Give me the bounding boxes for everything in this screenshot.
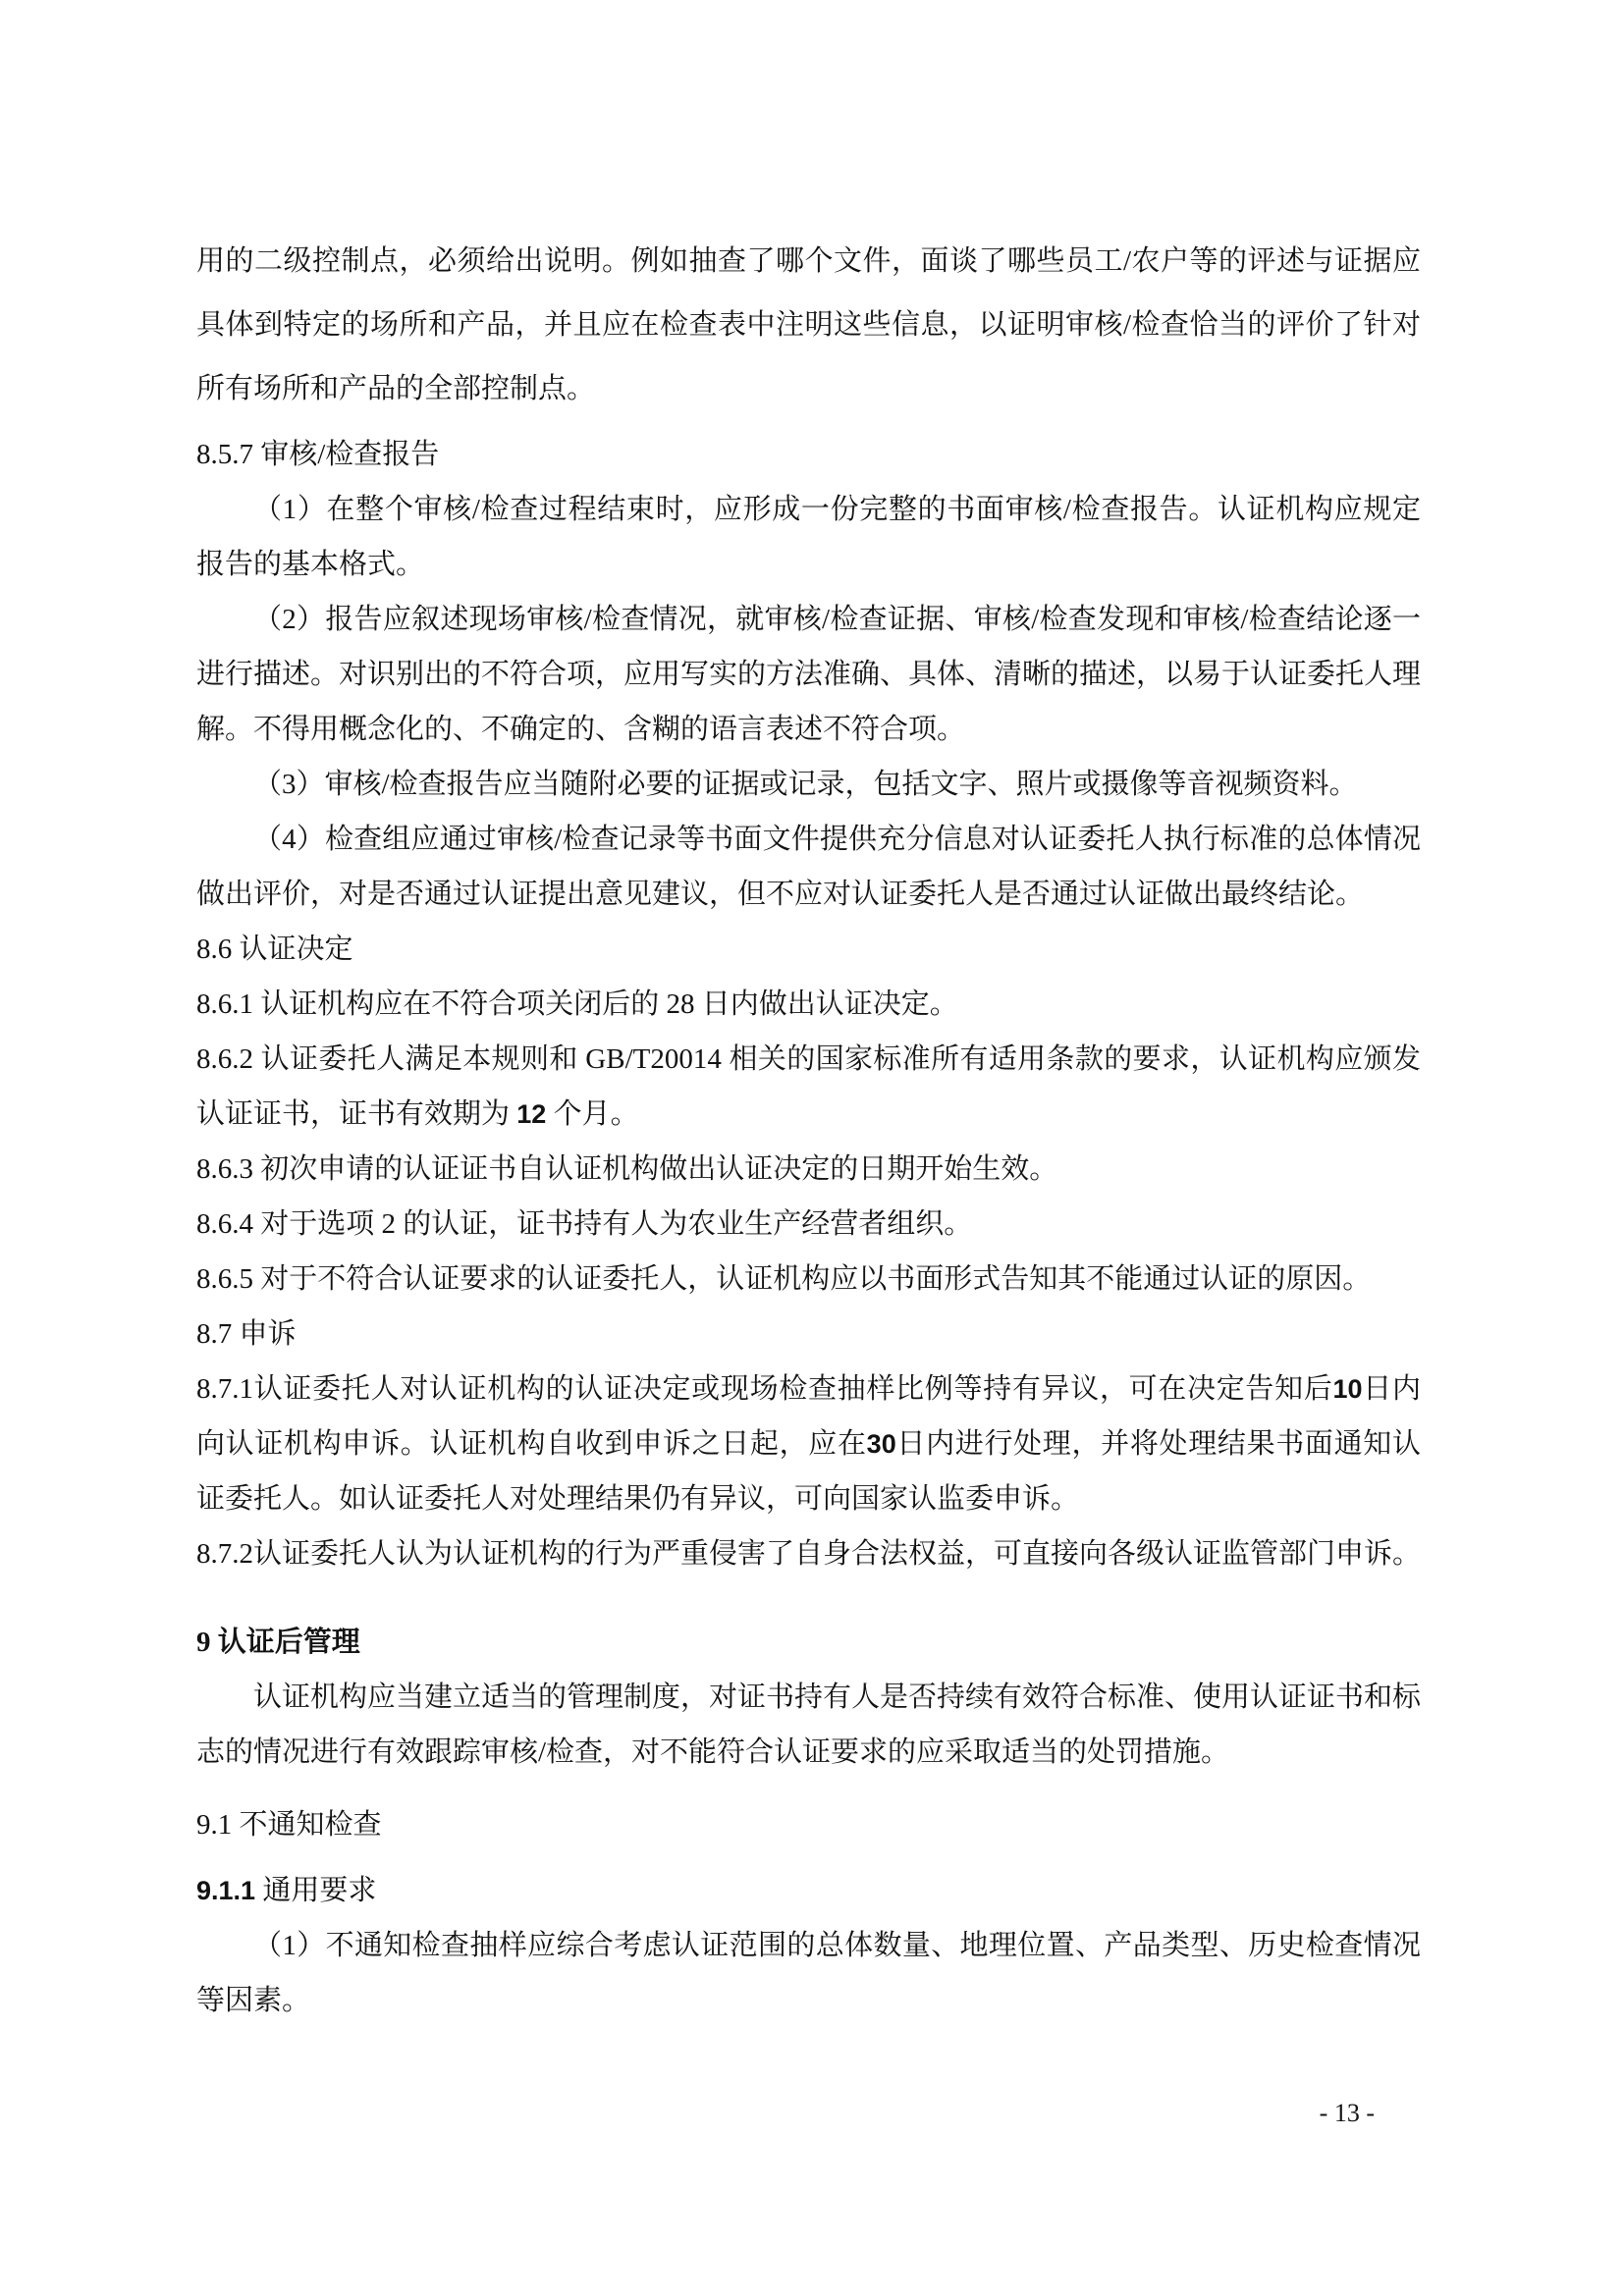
appeal-days-value: 10 [1332,1374,1363,1404]
heading-9: 9 认证后管理 [196,1627,360,1658]
handling-days-value: 30 [866,1429,896,1459]
heading-8-5-7: 8.5.7 审核/检查报告 [196,439,440,470]
paragraph-8-6-1: 8.6.1 认证机构应在不符合项关闭后的 28 日内做出认证决定。 [196,988,958,1020]
page-number: - 13 - [1319,2099,1375,2127]
paragraph-8-7-2: 8.7.2认证委托人认为认证机构的行为严重侵害了自身合法权益，可直接向各级认证监管部门申诉。 [196,1538,1422,1570]
heading-9-1: 9.1 不通知检查 [196,1809,382,1841]
paragraph-8-6-3: 8.6.3 初次申请的认证证书自认证机构做出认证决定的日期开始生效。 [196,1153,1058,1185]
paragraph-9-intro: 认证机构应当建立适当的管理制度，对证书持有人是否持续有效符合标准、使用认证证书和标志的情况进行有效跟踪审核/检查，对不能符合认证要求的应采取适当的处罚措施。 [196,1682,1422,1768]
paragraph-item-1: （1）在整个审核/检查过程结束时，应形成一份完整的书面审核/检查报告。认证机构应规定报告的基本格式。 [196,494,1421,580]
paragraph-8-6-2 [196,1032,1421,1142]
paragraph-8-6-5: 8.6.5 对于不符合认证要求的认证委托人，认证机构应以书面形式告知其不能通过认证的原因。 [196,1263,1372,1295]
paragraph-8-7-1 [196,1362,1421,1526]
document-body [196,230,1421,2028]
heading-9-1-1-number: 9.1.1 [196,1876,256,1905]
paragraph-item-2: （2）报告应叙述现场审核/检查情况，就审核/检查证据、审核/检查发现和审核/检查结论逐一进行描述。对识别出的不符合项，应用写实的方法准确、具体、清晰的描述，以易于认证委托人理解。不得用概念化的、不确定的、含糊的语言表述不符合项。 [196,604,1422,745]
validity-months-value: 12 [516,1099,547,1129]
paragraph-8-7-1-text: 8.7.1认证委托人对认证机构的认证决定或现场检查抽样比例等持有异议，可在决定告知后 [196,1373,1333,1405]
heading-9-1-1-label: 通用要求 [255,1875,377,1906]
paragraph-8-6-4: 8.6.4 对于选项 2 的认证，证书持有人为农业生产经营者组织。 [196,1208,973,1240]
paragraph-8-7-1-text-mid: 日内向认证机构申诉。认证机构自收到申诉之日起，应在 [196,1373,1421,1460]
paragraph-item-3: （3）审核/检查报告应当随附必要的证据或记录，包括文字、照片或摄像等音视频资料。 [253,769,1358,800]
paragraph-item-4: （4）检查组应通过审核/检查记录等书面文件提供充分信息对认证委托人执行标准的总体情况做出评价，对是否通过认证提出意见建议，但不应对认证委托人是否通过认证做出最终结论。 [196,824,1421,910]
heading-8-6: 8.6 认证决定 [196,934,353,965]
paragraph-8-7-1-text-end: 日内进行处理，并将处理结果书面通知认证委托人。如认证委托人对处理结果仍有异议，可向国家认监委申诉。 [196,1428,1421,1515]
heading-9-1-1 [196,1863,1421,1918]
paragraph-8-6-2-text-end: 个月。 [546,1098,639,1130]
paragraph-8-6-2-text: 8.6.2 认证委托人满足本规则和 GB/T20014 相关的国家标准所有适用条款的要求，认证机构应颁发认证证书，证书有效期为 [196,1043,1421,1130]
paragraph-9-1-1-item-1: （1）不通知检查抽样应综合考虑认证范围的总体数量、地理位置、产品类型、历史检查情况等因素。 [196,1930,1421,2016]
heading-8-7: 8.7 申诉 [196,1318,297,1350]
paragraph-continuation: 用的二级控制点，必须给出说明。例如抽查了哪个文件，面谈了哪些员工/农户等的评述与证据应具体到特定的场所和产品，并且应在检查表中注明这些信息，以证明审核/检查恰当的评价了针对所有场所和产品的全部控制点。 [196,245,1421,404]
